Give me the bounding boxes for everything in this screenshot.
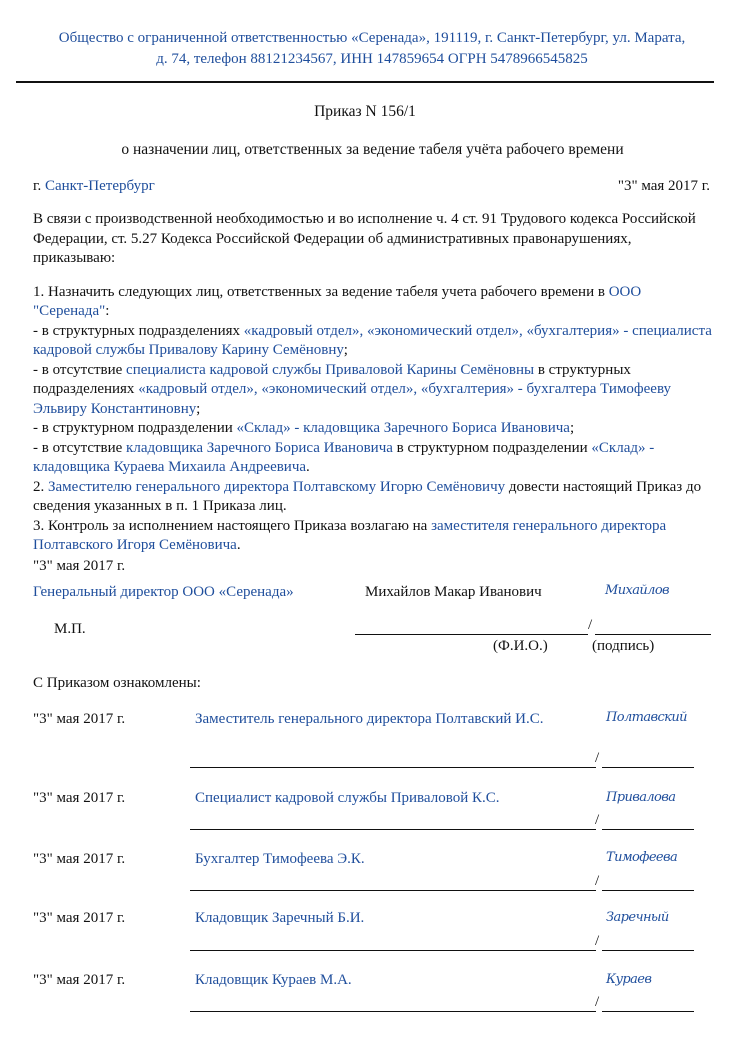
handwritten-signature-icon: Кураев	[606, 972, 652, 987]
handwritten-signature-icon: Тимофеева	[606, 850, 678, 865]
signature-date: "3" мая 2017 г.	[33, 558, 126, 574]
divider-slash: /	[595, 933, 600, 949]
text: - в структурном подразделении	[33, 420, 237, 436]
ack-name-line	[190, 829, 596, 830]
clause-1-item-4	[33, 439, 717, 478]
text: «Склад» - кладовщика Заречного Бориса Ивановича	[236, 420, 570, 436]
divider-slash: /	[595, 750, 600, 766]
ack-date: "3" мая 2017 г.	[33, 851, 126, 867]
ack-person: Кладовщик Кураев М.А.	[195, 972, 352, 988]
clause-1	[33, 283, 717, 322]
signature-label: (подпись)	[592, 638, 655, 654]
text: специалиста кадровой службы Приваловой Карины Семёновны	[126, 361, 535, 378]
order-date: "3" мая 2017 г.	[617, 178, 710, 194]
clause-1-item-3	[33, 419, 717, 439]
order-subtitle: о назначении лиц, ответственных за ведение табеля учёта рабочего времени	[121, 141, 624, 158]
divider-slash: /	[595, 812, 600, 828]
city-name: Санкт-Петербург	[44, 178, 155, 194]
city-prefix: г.	[33, 178, 45, 194]
handwritten-signature-icon: Полтавский	[606, 710, 687, 725]
acknowledged-title: С Приказом ознакомлены:	[33, 675, 201, 691]
handwritten-signature-icon: Привалова	[606, 790, 676, 805]
divider-slash: /	[595, 994, 600, 1010]
company-header	[30, 28, 714, 70]
text: «кадровый отдел», «экономический отдел», «бухгалтерия» - специалиста кадровой службы Привалову Карину Семёновну	[33, 322, 712, 358]
text: 2.	[33, 478, 48, 495]
ack-name-line	[190, 767, 596, 768]
ack-date: "3" мая 2017 г.	[33, 972, 126, 988]
text: ;	[569, 420, 575, 436]
text: кладовщика Заречного Бориса Ивановича	[126, 439, 393, 456]
handwritten-signature-icon: Заречный	[606, 910, 669, 925]
text: «Склад» - кладовщика Кураева Михаила Андреевича	[33, 439, 655, 475]
ack-date: "3" мая 2017 г.	[33, 711, 126, 727]
signature-line	[595, 634, 711, 635]
text: - в структурных подразделениях	[33, 322, 244, 339]
ack-person: Кладовщик Заречный Б.И.	[195, 910, 365, 926]
ack-person: Бухгалтер Тимофеева Э.К.	[195, 851, 365, 867]
director-signature-icon: Михайлов	[605, 583, 670, 598]
text: в структурных подразделениях	[33, 361, 631, 397]
clause-3	[33, 517, 717, 556]
text: довести настоящий Приказ до сведения указанных в п. 1 Приказа лиц.	[33, 478, 702, 514]
order-title: Приказ N 156/1	[314, 103, 416, 120]
order-body	[33, 210, 717, 556]
ack-name-line	[190, 950, 596, 951]
director-name: Михайлов Макар Иванович	[365, 584, 542, 600]
clause-1-item-1	[33, 322, 717, 361]
text: - в отсутствие	[33, 439, 127, 456]
text: :	[105, 303, 110, 319]
text: .	[306, 459, 310, 475]
ack-sign-line	[602, 767, 694, 768]
ack-date: "3" мая 2017 г.	[33, 910, 126, 926]
clause-2	[33, 478, 717, 517]
header-line-1: Общество с ограниченной ответственностью «Серенада», 191119, г. Санкт-Петербург, ул. Марата,	[58, 30, 686, 46]
ack-sign-line	[602, 950, 694, 951]
ack-date: "3" мая 2017 г.	[33, 790, 126, 806]
ack-person: Заместитель генерального директора Полтавский И.С.	[195, 711, 544, 727]
fio-line	[355, 634, 588, 635]
text: 3. Контроль за исполнением настоящего Приказа возлагаю на	[33, 517, 432, 534]
clause-1-item-2	[33, 361, 717, 420]
ack-sign-line	[602, 890, 694, 891]
intro-paragraph: В связи с производственной необходимостью и во исполнение ч. 4 ст. 91 Трудового кодекса Российской Федерации, ст. 5.27 Кодекса Российской Федерации об административных правонарушениях, приказываю:	[33, 211, 696, 266]
divider-slash: /	[588, 617, 593, 633]
text: заместителя генерального директора Полтавского Игоря Семёновича	[33, 517, 667, 553]
ack-person: Специалист кадровой службы Приваловой К.С.	[195, 790, 500, 806]
text: ООО "Серенада"	[33, 283, 642, 319]
text: «кадровый отдел», «экономический отдел», «бухгалтерия» - бухгалтера Тимофееву Эльвиру Константиновну	[33, 381, 672, 417]
order-city	[33, 178, 155, 195]
divider-slash: /	[595, 873, 600, 889]
header-divider	[16, 81, 714, 83]
text: в структурном подразделении	[392, 439, 592, 456]
text: 1. Назначить следующих лиц, ответственных за ведение табеля учета рабочего времени в	[33, 283, 609, 300]
text: Заместителю генерального директора Полтавскому Игорю Семёновичу	[48, 478, 506, 495]
ack-sign-line	[602, 829, 694, 830]
text: ;	[196, 400, 201, 417]
ack-name-line	[190, 1011, 596, 1012]
ack-sign-line	[602, 1011, 694, 1012]
header-line-2: д. 74, телефон 88121234567, ИНН 147859654 ОГРН 5478966545825	[156, 51, 588, 67]
director-position: Генеральный директор ООО «Серенада»	[33, 584, 294, 600]
fio-label: (Ф.И.О.)	[493, 638, 548, 654]
ack-name-line	[190, 890, 596, 891]
text: ;	[343, 342, 348, 358]
text: - в отсутствие	[33, 361, 127, 378]
text: .	[236, 537, 241, 553]
stamp-place: М.П.	[54, 621, 86, 637]
